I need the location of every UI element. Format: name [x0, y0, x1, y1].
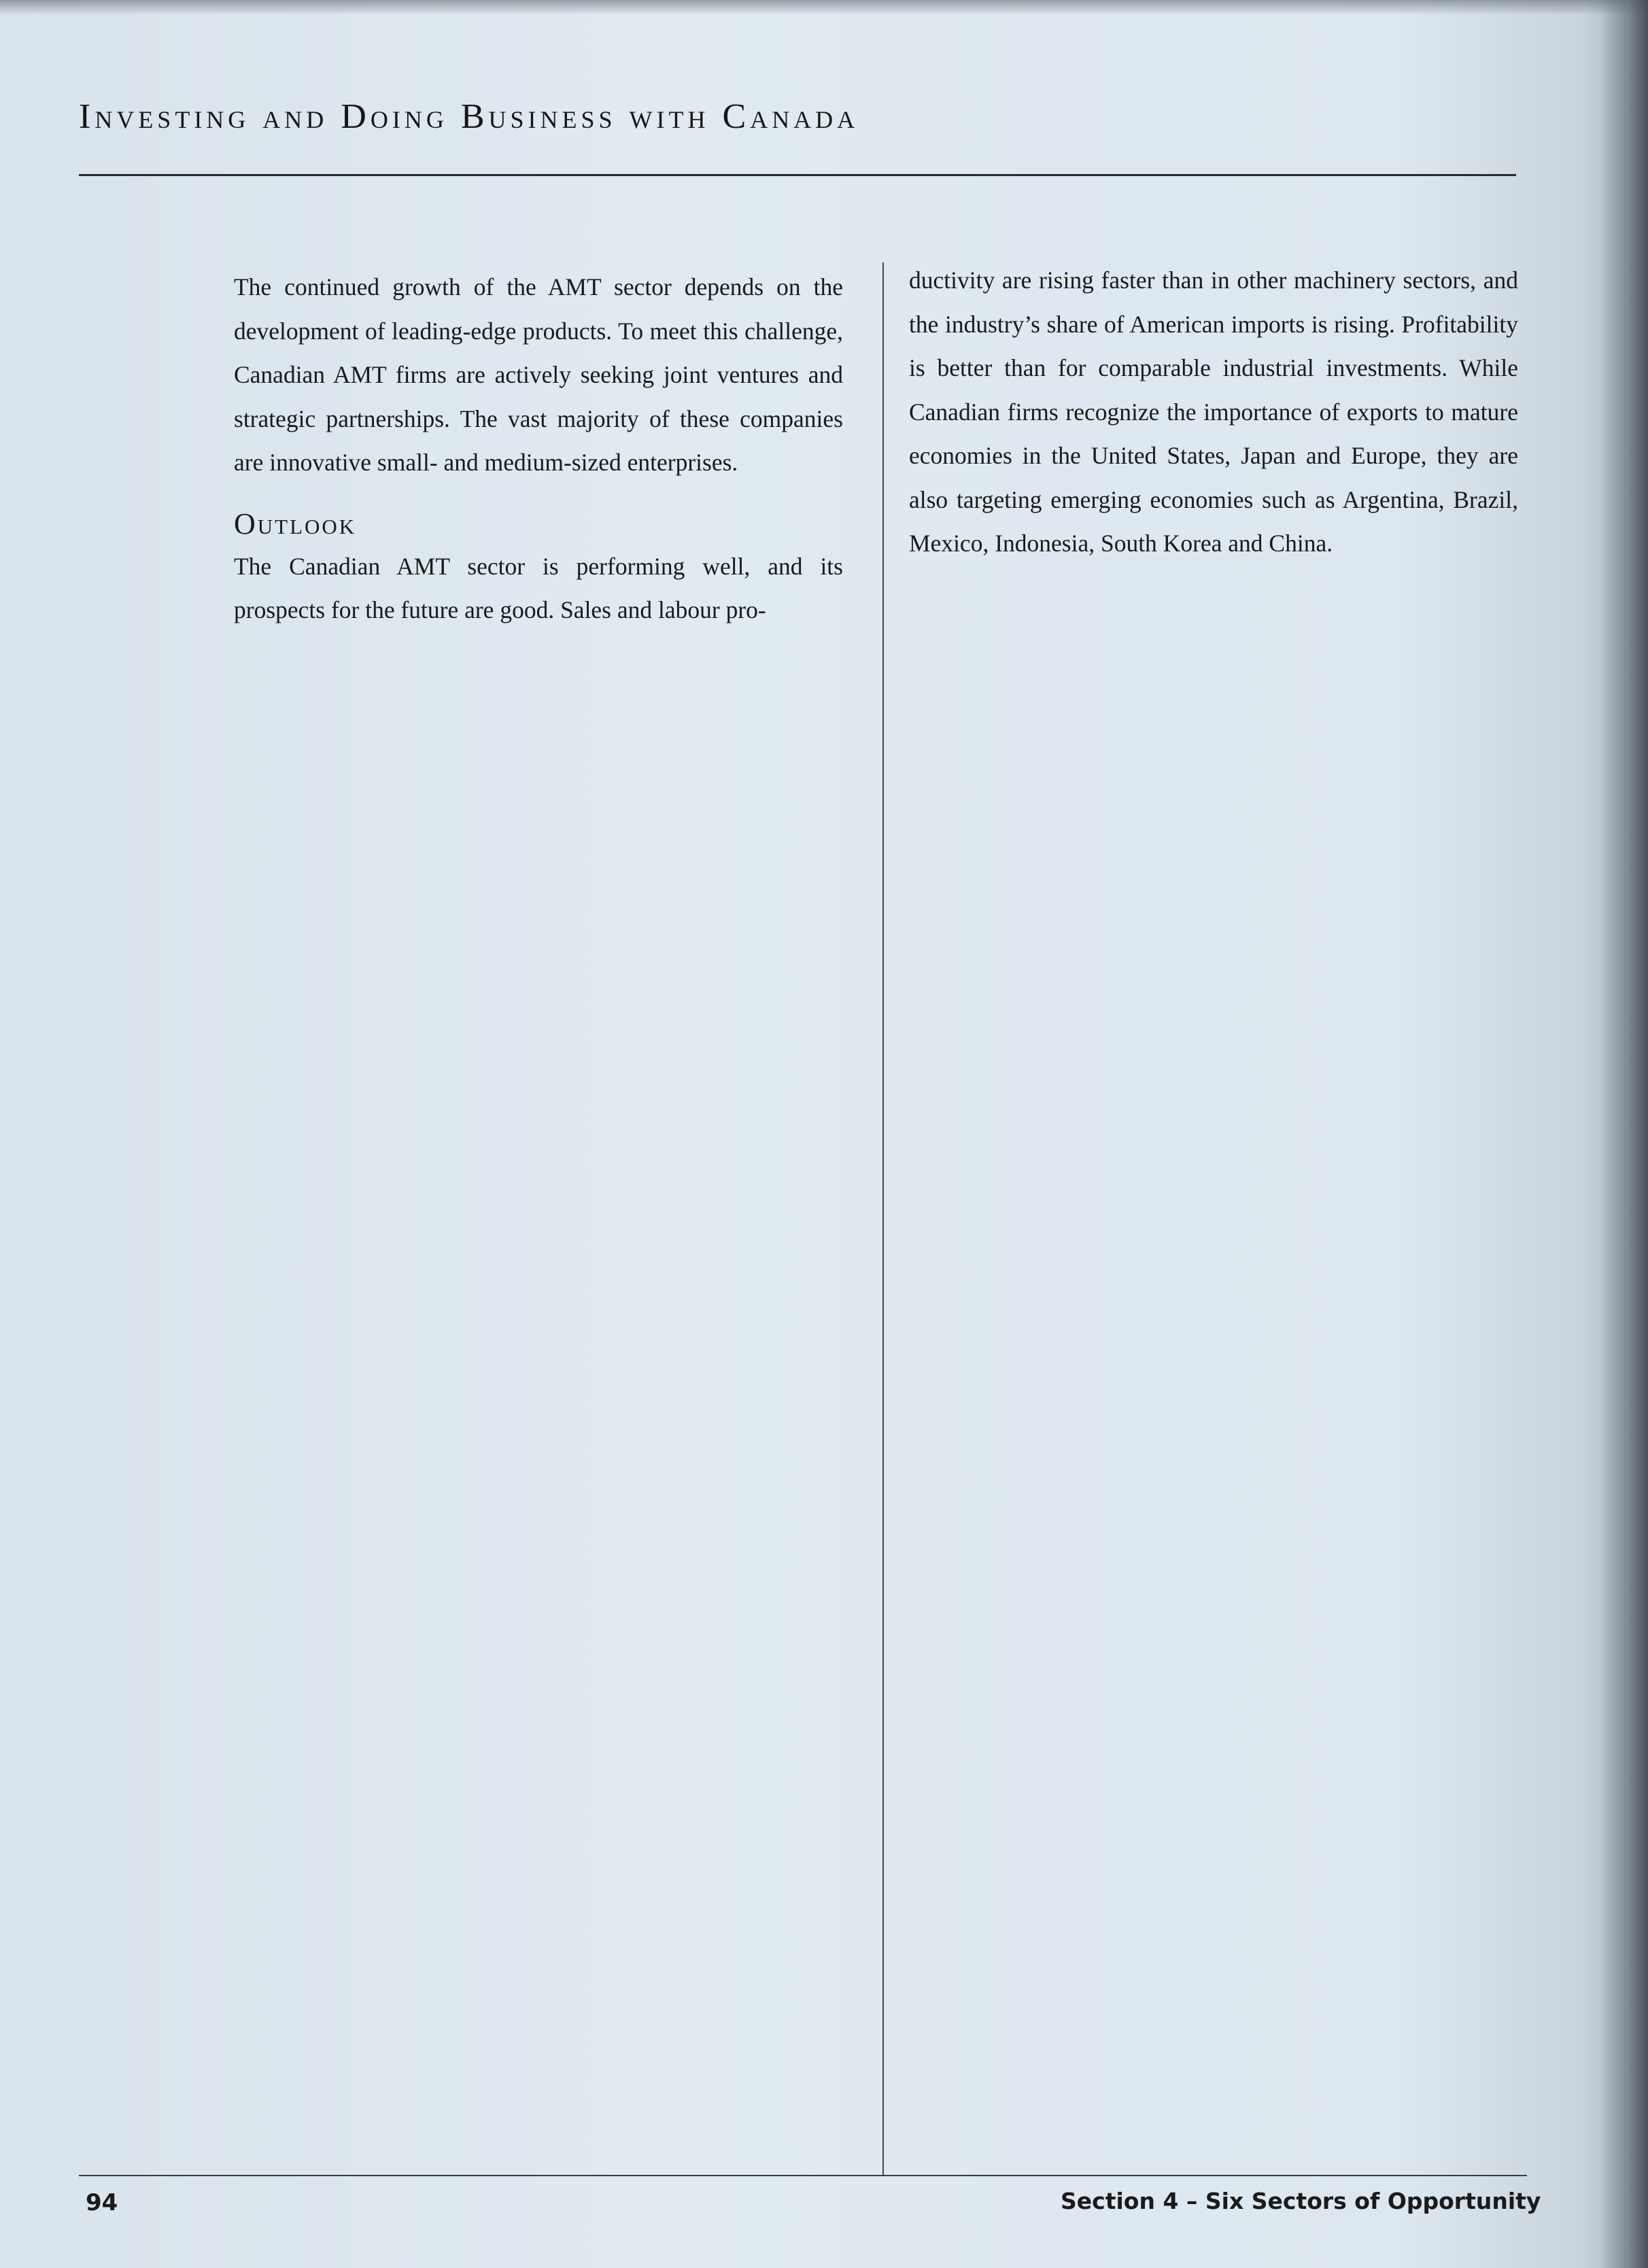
- left-paragraph-intro: The continued growth of the AMT sector depends on the development of leading-edge products. To meet this challenge, Canadian AMT firms are actively seeking joint ventures and strategic partnerships. The vast majority of these companies are innovative small- and medium-sized enterprises.: [234, 273, 843, 476]
- right-paragraph-outlook-cont: ductivity are rising faster than in other machinery sectors, and the industry’s share of American imports is rising. Profitability is better than for comparable industrial investments. While Canadian firms recognize the importance of exports to mature economies in the United States, Japan and Europe, they are also targeting emerging economies such as Argentina, Brazil, Mexico, Indonesia, South Korea and China.: [909, 267, 1518, 557]
- page-binding-edge: [1600, 0, 1648, 2268]
- footer-rule: [79, 2175, 1527, 2176]
- section-heading-outlook: Outlook: [234, 506, 357, 540]
- column-divider: [882, 262, 884, 2176]
- top-shadow: [0, 0, 1648, 15]
- page-number: 94: [86, 2189, 118, 2216]
- right-column: [909, 258, 1518, 566]
- running-header-title: Investing and Doing Business with Canada: [79, 97, 859, 136]
- header-rule: [79, 174, 1516, 176]
- left-paragraph-outlook: The Canadian AMT sector is performing well, and its prospects for the future are good. Sales and labour pro-: [234, 552, 843, 623]
- left-column: [234, 265, 843, 632]
- footer-section-label: Section 4 – Six Sectors of Opportunity: [1061, 2188, 1541, 2214]
